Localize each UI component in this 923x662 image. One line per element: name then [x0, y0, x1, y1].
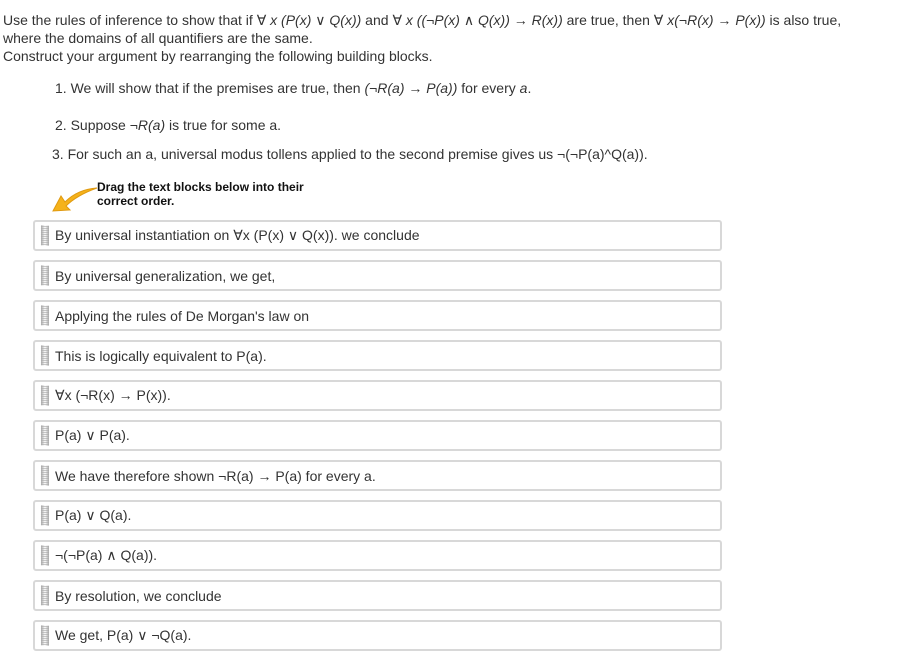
- instructions-line-3: Construct your argument by rearranging the following building blocks.: [3, 48, 433, 64]
- draggable-block[interactable]: [33, 220, 722, 251]
- block-text: By universal instantiation on ∀x (P(x) ∨ Q(x)). we conclude: [55, 227, 420, 243]
- conclusion: ∀ x(¬R(x) → P(x)): [653, 12, 766, 28]
- instructions: [3, 11, 841, 65]
- drag-handle-icon[interactable]: [40, 544, 50, 568]
- drag-hint-line: Drag the text blocks below into their: [97, 180, 304, 194]
- instructions-text: is also true,: [765, 12, 842, 28]
- block-text: We get, P(a) ∨ ¬Q(a).: [55, 627, 192, 643]
- instructions-text: and: [361, 12, 393, 28]
- drag-handle-icon[interactable]: [40, 624, 50, 648]
- drag-handle-icon[interactable]: [40, 584, 50, 608]
- drag-handle-icon[interactable]: [40, 384, 50, 408]
- block-text: This is logically equivalent to P(a).: [55, 347, 267, 364]
- draggable-block[interactable]: [33, 300, 722, 331]
- step-2: [55, 117, 281, 133]
- drag-handle-icon[interactable]: [40, 424, 50, 448]
- step-text: .: [527, 80, 532, 96]
- block-text: By universal generalization, we get,: [55, 267, 276, 284]
- step-variable: a: [519, 80, 528, 96]
- step-formula: ¬R(a): [129, 117, 166, 133]
- step-formula: (¬R(a) → P(a)): [364, 80, 458, 96]
- block-text: P(a) ∨ Q(a).: [55, 507, 132, 523]
- step-text: 2. Suppose: [55, 117, 130, 133]
- premise-2: ∀ x ((¬P(x) ∧ Q(x)) → R(x)): [392, 12, 563, 28]
- drag-handle-icon[interactable]: [40, 264, 50, 288]
- step-1: [55, 80, 531, 96]
- instructions-line-1: [3, 11, 841, 29]
- draggable-block[interactable]: [33, 500, 722, 531]
- step-text: 3. For such an a, universal modus tollens applied to the second premise gives us ¬(¬P(a)^Q(a)).: [52, 146, 648, 162]
- step-text: is true for some a.: [165, 117, 282, 133]
- premise-1: ∀ x (P(x) ∨ Q(x)): [256, 12, 362, 28]
- drag-arrow-icon: [50, 183, 100, 215]
- draggable-block[interactable]: [33, 620, 722, 651]
- step-text: for every: [457, 80, 520, 96]
- block-text: By resolution, we conclude: [55, 587, 222, 604]
- block-text: We have therefore shown ¬R(a) → P(a) for every a.: [55, 467, 376, 484]
- drag-handle-icon[interactable]: [40, 224, 50, 248]
- drag-handle-icon[interactable]: [40, 504, 50, 528]
- block-text: P(a) ∨ P(a).: [55, 427, 130, 443]
- draggable-block[interactable]: [33, 380, 722, 411]
- drag-hint-line: correct order.: [97, 194, 175, 208]
- instructions-text: are true, then: [562, 12, 654, 28]
- draggable-block[interactable]: [33, 460, 722, 491]
- instructions-text: Use the rules of inference to show that if: [3, 12, 257, 28]
- drag-handle-icon[interactable]: [40, 304, 50, 328]
- block-text: ¬(¬P(a) ∧ Q(a)).: [55, 547, 158, 563]
- block-text: ∀x (¬R(x) → P(x)).: [55, 387, 171, 403]
- draggable-block[interactable]: [33, 540, 722, 571]
- drag-handle-icon[interactable]: [40, 344, 50, 368]
- draggable-block[interactable]: [33, 340, 722, 371]
- drag-hint: [97, 180, 304, 208]
- draggable-block[interactable]: [33, 580, 722, 611]
- block-text: Applying the rules of De Morgan's law on: [55, 307, 310, 324]
- instructions-line-2: where the domains of all quantifiers are the same.: [3, 30, 313, 46]
- draggable-block[interactable]: [33, 260, 722, 291]
- draggable-block[interactable]: [33, 420, 722, 451]
- step-text: 1. We will show that if the premises are true, then: [55, 80, 365, 96]
- step-3: [52, 146, 648, 162]
- drag-handle-icon[interactable]: [40, 464, 50, 488]
